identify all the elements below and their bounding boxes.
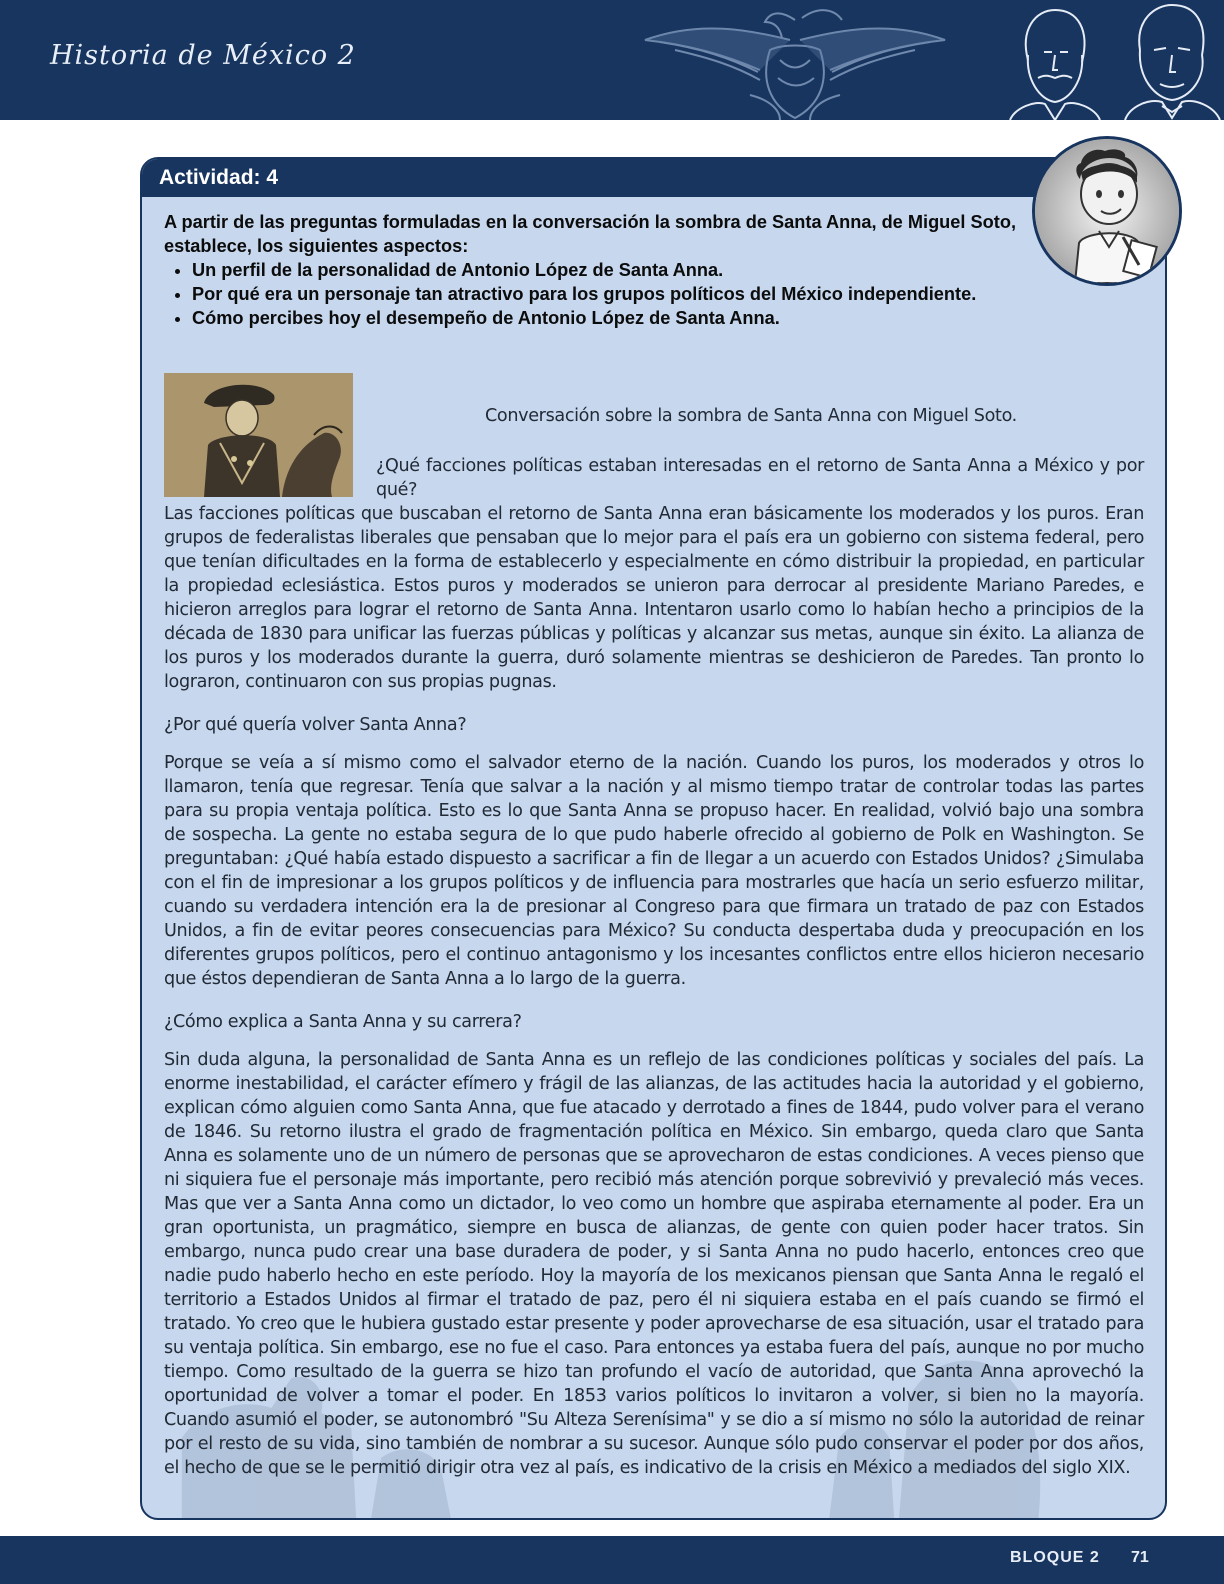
list-item: • Un perfil de la personalidad de Antonio López de Santa Anna. <box>192 258 1016 282</box>
santa-anna-painting-icon <box>164 373 353 497</box>
block-label: BLOQUE 2 <box>1010 1549 1100 1566</box>
instructions-list <box>164 258 1016 330</box>
page-header <box>0 0 1224 120</box>
student-avatar-icon <box>1032 136 1182 286</box>
answer-1: Las facciones políticas que buscaban el retorno de Santa Anna eran básicamente los moderados y los puros. Eran grupos de federalistas liberales que pensaban que lo mejor para el país era un gobierno con sistema federal, pero que tenían dificultades en la forma de establecerlo y especialmente en cómo distribuir la propiedad, en particular la propiedad eclesiástica. Estos puros y moderados se unieron para derrocar al presidente Mariano Paredes, e hicieron arreglos para lograr el retorno de Santa Anna. Intentaron usarlo como lo habían hecho a principios de la década de 1830 para unificar las fuerzas públicas y políticas y alcanzar sus metas, aunque sin éxito. La alianza de los puros y los moderados durante la guerra, duró solamente mientras se deshicieron de Paredes. Tan pronto lo lograron, continuaron con sus propias pugnas. <box>164 504 1144 692</box>
instructions-intro: A partir de las preguntas formuladas en la conversación la sombra de Santa Anna, de Miguel Soto, establece, los siguientes aspectos: <box>164 212 1016 256</box>
portrait-juarez-icon <box>1110 0 1224 120</box>
list-item: • Por qué era un personaje tan atractivo para los grupos políticos del México independiente. <box>192 282 1016 306</box>
answer-2: Porque se veía a sí mismo como el salvador eterno de la nación. Cuando los puros, los moderados y otros lo llamaron, tenía que regresar. Tenía que salvar a la nación y al mismo tiempo tratar de controlar todas las partes para su propia ventaja política. Esto es lo que Santa Anna se propuso hacer. En realidad, volvió bajo una sombra de sospecha. La gente no estaba segura de lo que pudo haberle ofrecido al gobierno de Polk en Washington. Se preguntaban: ¿Qué había estado dispuesto a sacrificar a fin de llegar a un acuerdo con Estados Unidos? ¿Simulaba con el fin de impresionar a los grupos políticos y de influencia para mostrarles que hacía un serio esfuerzo militar, cuando su verdadera intención era la de presionar al Congreso para que firmara un tratado de paz con Estados Unidos, a fin de evitar peores consecuencias para México? Su conducta despertaba duda y preocupación en los diferentes grupos políticos, pero el continuo antagonismo y los incesantes conflictos entre ellos hicieron necesario que éstos dependieran de Santa Anna a lo largo de la guerra. <box>164 753 1144 989</box>
question-3: ¿Cómo explica a Santa Anna y su carrera? <box>164 1012 522 1032</box>
activity-instructions <box>164 210 1016 330</box>
book-title: Historia de México 2 <box>50 40 356 71</box>
question-1: ¿Qué facciones políticas estaban interesadas en el retorno de Santa Anna a México y por qué? <box>376 456 1144 500</box>
list-item: • Cómo percibes hoy el desempeño de Antonio López de Santa Anna. <box>192 306 1016 330</box>
activity-title: Actividad: 4 <box>159 166 279 189</box>
portrait-mustache-icon <box>990 0 1120 120</box>
eagle-emblem-icon <box>630 0 960 120</box>
question-2: ¿Por qué quería volver Santa Anna? <box>164 715 467 735</box>
page-footer <box>0 1536 1224 1584</box>
activity-header <box>142 159 1165 197</box>
answer-3: Sin duda alguna, la personalidad de Santa Anna es un reflejo de las condiciones políticas y sociales del país. La enorme inestabilidad, el carácter efímero y frágil de las alianzas, de las actitudes hacia la autoridad y el gobierno, explican cómo alguien como Santa Anna, que fue atacado y derrotado a fines de 1844, pudo volver para el verano de 1846. Su retorno ilustra el grado de fragmentación política en México. Sin embargo, queda claro que Santa Anna es solamente uno de un número de personas que se aprovecharon de estas condiciones. A veces pienso que ni siquiera fue el personaje más importante, pero recibió más atención porque sobrevivió y prevaleció más veces. Mas que ver a Santa Anna como un dictador, lo veo como un hombre que aspiraba eternamente al poder. Era un gran oportunista, un pragmático, siempre en busca de alianzas, de gente con quien poder hacer tratos. Sin embargo, nunca pudo crear una base duradera de poder, y si Santa Anna no pudo hacerlo, entonces creo que nadie pudo haberlo hecho en este período. Hoy la mayoría de los mexicanos piensan que Santa Anna le regaló el territorio a Estados Unidos al firmar el tratado de paz, pero él ni siquiera estaba en el país cuando se firmó el tratado. Yo creo que le hubiera gustado estar presente y poder aprovecharse de esa situación, usar el tratado para su ventaja política. Sin embargo, ese no fue el caso. Para entonces ya estaba fuera del país, aunque no por mucho tiempo. Como resultado de la guerra se hizo tan profundo el vacío de autoridad, que Santa Anna aprovechó la oportunidad de volver a tomar el poder. En 1853 varios políticos lo invitaron a volver, si bien no la mayoría. Cuando asumió el poder, se autonombró "Su Alteza Serenísima" y se dio a sí mismo no sólo la autoridad de reinar por el resto de su vida, sino también de nombrar a su sucesor. Aunque sólo pudo conservar el poder por dos años, el hecho de que se le permitió dirigir otra vez al país, es indicativo de la crisis en México a mediados del siglo XIX. <box>164 1050 1144 1478</box>
article-title: Conversación sobre la sombra de Santa Anna con Miguel Soto. <box>485 406 1017 426</box>
page-number: 71 <box>1131 1549 1149 1566</box>
